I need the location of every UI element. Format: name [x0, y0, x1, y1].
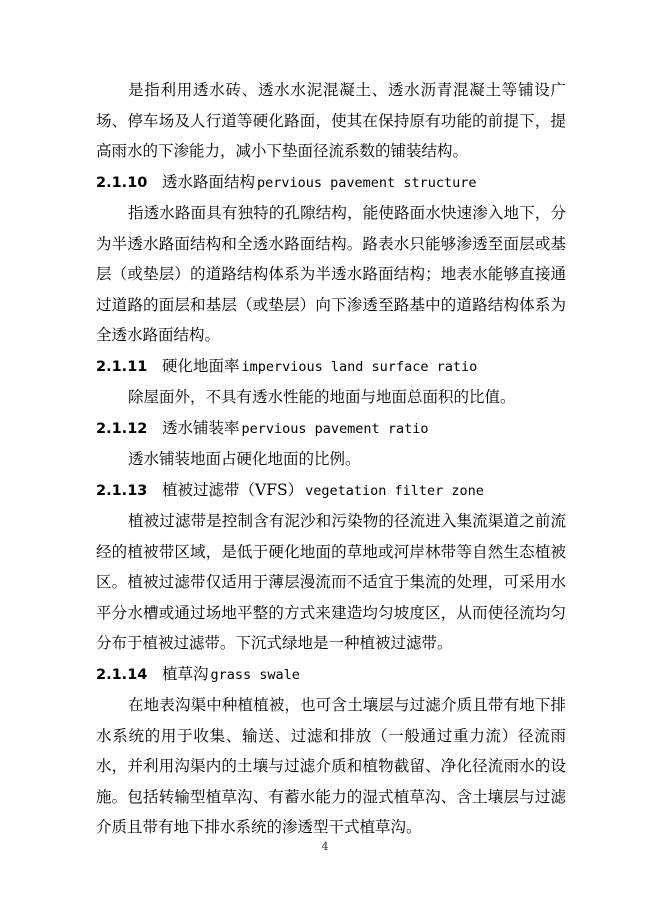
- term-heading-2-1-12: [96, 413, 566, 445]
- intro-paragraph: 是指利用透水砖、透水水泥混凝土、透水沥青混凝土等铺设广场、停车场及人行道等硬化路面，使其在保持原有功能的前提下，提高雨水的下渗能力，减小下垫面径流系数的铺装结构。: [96, 81, 566, 160]
- term-definition-2-1-14: 在地表沟渠中种植植被，也可含土壤层与过滤介质且带有地下排水系统的用于收集、输送、过滤和排放（一般通过重力流）径流雨水，并利用沟渠内的土壤与过滤介质和植物截留、净化径流雨水的设施。包括转输型植草沟、有蓄水能力的湿式植草沟、含土壤层与过滤介质且带有地下排水系统的渗透型干式植草沟。: [96, 696, 566, 836]
- term-number: 2.1.12: [96, 420, 148, 437]
- term-heading-2-1-11: [96, 351, 566, 383]
- term-definition-2-1-10: 指透水路面具有独特的孔隙结构，能使路面水快速渗入地下，分为半透水路面结构和全透水路面结构。路表水只能够渗透至面层或基层（或垫层）的道路结构体系为半透水路面结构；地表水能够直接通过道路的面层和基层（或垫层）向下渗透至路基中的道路结构体系为全透水路面结构。: [96, 204, 566, 344]
- term-title-en: pervious pavement structure: [257, 174, 477, 191]
- term-definition-2-1-13: 植被过滤带是控制含有泥沙和污染物的径流进入集流渠道之前流经的植被带区域，是低于硬化地面的草地或河岸林带等自然生态植被区。植被过滤带仅适用于薄层漫流而不适宜于集流的处理，可采用水平分水槽或通过场地平整的方式来建造均匀坡度区，从而使径流均匀分布于植被过滤带。下沉式绿地是一种植被过滤带。: [96, 512, 566, 652]
- term-heading-2-1-14: [96, 659, 566, 691]
- term-heading-2-1-10: [96, 167, 566, 199]
- term-definition-2-1-12: 透水铺装地面占硬化地面的比例。: [128, 450, 361, 468]
- term-number: 2.1.10: [96, 174, 148, 191]
- term-definition-2-1-11: 除屋面外，不具有透水性能的地面与地面总面积的比值。: [128, 388, 516, 406]
- page-number: 4: [321, 840, 329, 853]
- page-content: [96, 75, 566, 843]
- term-title-cn: 硬化地面率: [162, 356, 240, 375]
- term-heading-2-1-13: [96, 475, 566, 507]
- term-number: 2.1.11: [96, 358, 148, 375]
- term-title-en: impervious land surface ratio: [241, 358, 478, 375]
- term-number: 2.1.13: [96, 482, 148, 499]
- term-number: 2.1.14: [96, 666, 148, 683]
- term-title-cn: 植被过滤带（VFS）: [162, 480, 304, 499]
- term-title-en: vegetation filter zone: [305, 482, 484, 499]
- term-title-en: grass swale: [210, 666, 300, 683]
- term-title-cn: 植草沟: [162, 664, 209, 683]
- term-title-cn: 透水铺装率: [162, 418, 240, 437]
- term-title-cn: 透水路面结构: [162, 172, 256, 191]
- term-title-en: pervious pavement ratio: [241, 420, 429, 437]
